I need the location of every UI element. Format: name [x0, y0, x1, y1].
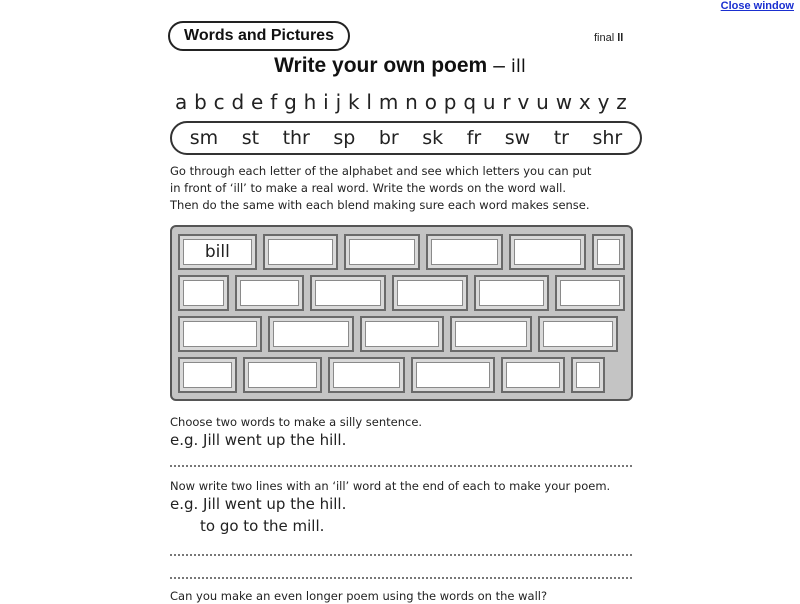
wall-brick[interactable]: bill [178, 234, 257, 270]
wall-brick[interactable] [178, 275, 229, 311]
blend-item: tr [553, 127, 569, 149]
blend-item: sw [504, 127, 531, 149]
alphabet-letter: y [597, 90, 610, 114]
sentence-instruction: Choose two words to make a silly sentence. [170, 415, 423, 429]
blend-item: sp [333, 127, 356, 149]
alphabet-letter: i [323, 90, 329, 114]
poem-writing-line-1 [170, 554, 632, 556]
blend-item: sm [189, 127, 219, 149]
alphabet-letter: d [231, 90, 245, 114]
wall-row-1 [178, 234, 625, 271]
wall-row-3 [178, 316, 625, 353]
title-dash: – [493, 54, 505, 77]
blend-item: br [378, 127, 399, 149]
alphabet-letter: q [463, 90, 477, 114]
wall-brick[interactable] [450, 316, 532, 352]
instruction-line-1: Go through each letter of the alphabet and see which letters you can put [170, 164, 592, 178]
alphabet-row [175, 88, 627, 116]
wall-brick[interactable] [268, 316, 354, 352]
sentence-writing-line [170, 465, 632, 467]
wall-brick[interactable] [555, 275, 625, 311]
poem-example-line-1: e.g. Jill went up the hill. [170, 495, 347, 513]
wall-brick[interactable] [243, 357, 322, 393]
alphabet-letter: a [175, 90, 188, 114]
wall-brick[interactable] [538, 316, 618, 352]
sentence-example: e.g. Jill went up the hill. [170, 431, 347, 449]
alphabet-letter: v [517, 90, 530, 114]
wall-brick[interactable] [426, 234, 503, 270]
wall-brick[interactable] [392, 275, 468, 311]
wall-brick[interactable] [592, 234, 625, 270]
title-main: Write your own poem [274, 54, 488, 77]
wall-brick[interactable] [178, 357, 237, 393]
final-prefix: final [594, 32, 615, 44]
title-word: ill [510, 56, 526, 77]
alphabet-letter: p [443, 90, 457, 114]
instruction-line-3: Then do the same with each blend making sure each word makes sense. [170, 198, 590, 212]
wall-brick[interactable] [328, 357, 405, 393]
alphabet-letter: o [424, 90, 437, 114]
alphabet-letter: n [405, 90, 418, 114]
close-window-link[interactable]: Close window [720, 0, 794, 12]
blend-item: thr [282, 127, 310, 149]
alphabet-letter: f [270, 90, 278, 114]
alphabet-letter: b [194, 90, 207, 114]
page-title [0, 54, 800, 78]
alphabet-letter: c [213, 90, 225, 114]
alphabet-letter: w [555, 90, 573, 114]
blend-item: fr [466, 127, 482, 149]
wall-brick[interactable] [474, 275, 550, 311]
poem-example-line-2: to go to the mill. [200, 517, 325, 535]
wall-brick[interactable] [235, 275, 305, 311]
wall-brick[interactable] [263, 234, 339, 270]
alphabet-letter: k [347, 90, 360, 114]
alphabet-letter: m [378, 90, 399, 114]
alphabet-letter: g [284, 90, 297, 114]
alphabet-letter: e [251, 90, 264, 114]
wall-brick[interactable] [344, 234, 420, 270]
poem-instruction: Now write two lines with an ‘ill’ word at the end of each to make your poem. [170, 479, 611, 493]
wall-brick[interactable] [501, 357, 565, 393]
alphabet-letter: u [482, 90, 496, 114]
wall-brick[interactable] [411, 357, 495, 393]
blend-item: shr [592, 127, 623, 149]
alphabet-letter: h [303, 90, 317, 114]
longer-poem-question: Can you make an even longer poem using the words on the wall? [170, 589, 548, 603]
word-wall [170, 225, 633, 401]
wall-brick[interactable] [360, 316, 444, 352]
alphabet-letter: u [536, 90, 549, 114]
blends-box [170, 121, 642, 155]
wall-brick[interactable] [571, 357, 605, 393]
alphabet-letter: z [616, 90, 627, 114]
final-suffix: ll [617, 32, 624, 44]
wall-row-2 [178, 275, 625, 312]
wall-row-4 [178, 357, 625, 394]
alphabet-letter: j [335, 90, 342, 114]
words-and-pictures-badge: Words and Pictures [168, 21, 350, 51]
wall-brick[interactable] [178, 316, 262, 352]
alphabet-letter: x [578, 90, 591, 114]
alphabet-letter: l [366, 90, 372, 114]
wall-brick[interactable] [310, 275, 386, 311]
wall-brick[interactable] [509, 234, 586, 270]
final-ll-label [594, 32, 623, 44]
alphabet-letter: r [502, 90, 511, 114]
poem-writing-line-2 [170, 577, 632, 579]
blend-item: sk [422, 127, 444, 149]
instruction-line-2: in front of ‘ill’ to make a real word. Write the words on the word wall. [170, 181, 566, 195]
blend-item: st [241, 127, 260, 149]
